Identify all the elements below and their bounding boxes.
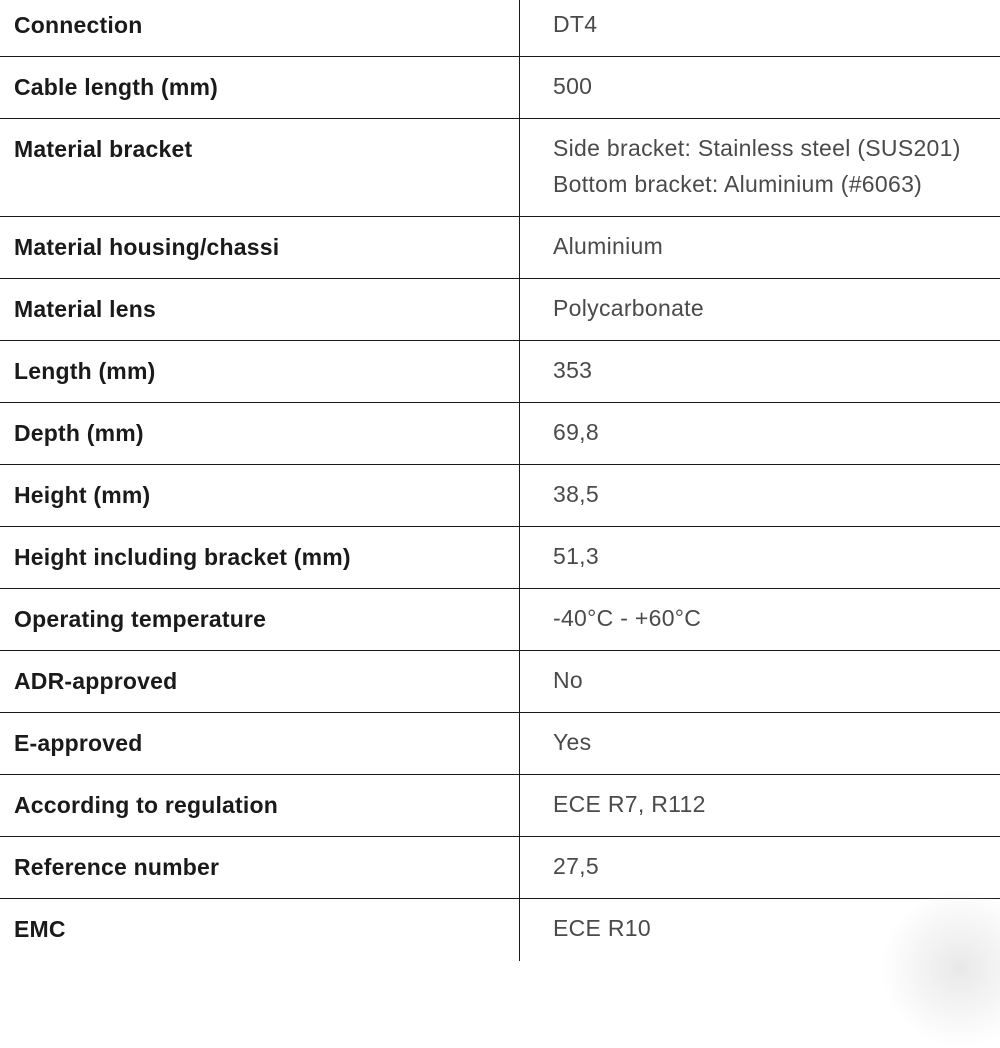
- spec-value-line: Yes: [553, 729, 592, 755]
- spec-label: Connection: [0, 0, 520, 56]
- spec-label: Cable length (mm): [0, 57, 520, 118]
- spec-value: [520, 211, 1000, 278]
- spec-value: [520, 831, 1000, 898]
- spec-value: [520, 521, 1000, 588]
- spec-value-line: Bottom bracket: Aluminium (#6063): [553, 171, 923, 197]
- spec-value-line: ECE R10: [553, 915, 651, 941]
- spec-label: Depth (mm): [0, 403, 520, 464]
- spec-row: [0, 217, 1000, 279]
- spec-value: [520, 0, 1000, 56]
- spec-value: [520, 335, 1000, 402]
- spec-label: Material housing/chassi: [0, 217, 520, 278]
- spec-value-line: 500: [553, 73, 593, 99]
- spec-value: [520, 459, 1000, 526]
- spec-value: [520, 769, 1000, 836]
- spec-value-line: 27,5: [553, 853, 599, 879]
- spec-row: [0, 589, 1000, 651]
- spec-label: ADR-approved: [0, 651, 520, 712]
- spec-row: [0, 403, 1000, 465]
- spec-value: [520, 273, 1000, 340]
- spec-row: [0, 279, 1000, 341]
- spec-row: [0, 775, 1000, 837]
- spec-value-line: Aluminium: [553, 233, 664, 259]
- spec-value-line: No: [553, 667, 584, 693]
- spec-value: [520, 707, 1000, 774]
- spec-label: Length (mm): [0, 341, 520, 402]
- spec-value: [520, 583, 1000, 650]
- spec-label: According to regulation: [0, 775, 520, 836]
- spec-row: [0, 899, 1000, 961]
- spec-label: Reference number: [0, 837, 520, 898]
- spec-label: Material bracket: [0, 119, 520, 216]
- spec-value: [520, 397, 1000, 464]
- spec-value: [520, 893, 1000, 961]
- spec-value-line: 38,5: [553, 481, 599, 507]
- spec-row: [0, 341, 1000, 403]
- spec-value: [520, 51, 1000, 118]
- spec-row: [0, 837, 1000, 899]
- spec-value-line: Side bracket: Stainless steel (SUS201): [553, 135, 961, 161]
- spec-label: Height including bracket (mm): [0, 527, 520, 588]
- spec-row: [0, 651, 1000, 713]
- spec-label: Operating temperature: [0, 589, 520, 650]
- spec-label: Material lens: [0, 279, 520, 340]
- spec-value-line: -40°C - +60°C: [553, 605, 702, 631]
- spec-row: [0, 527, 1000, 589]
- spec-row: [0, 0, 1000, 57]
- spec-value: [520, 113, 1000, 216]
- spec-row: [0, 57, 1000, 119]
- spec-value-line: 51,3: [553, 543, 599, 569]
- spec-row: [0, 119, 1000, 217]
- spec-row: [0, 465, 1000, 527]
- spec-value: [520, 645, 1000, 712]
- spec-row: [0, 713, 1000, 775]
- spec-value-line: Polycarbonate: [553, 295, 704, 321]
- spec-value-line: ECE R7, R112: [553, 791, 706, 817]
- spec-label: Height (mm): [0, 465, 520, 526]
- spec-value-line: DT4: [553, 11, 598, 37]
- spec-label: EMC: [0, 899, 520, 961]
- spec-value-line: 69,8: [553, 419, 599, 445]
- spec-value-line: 353: [553, 357, 593, 383]
- spec-label: E-approved: [0, 713, 520, 774]
